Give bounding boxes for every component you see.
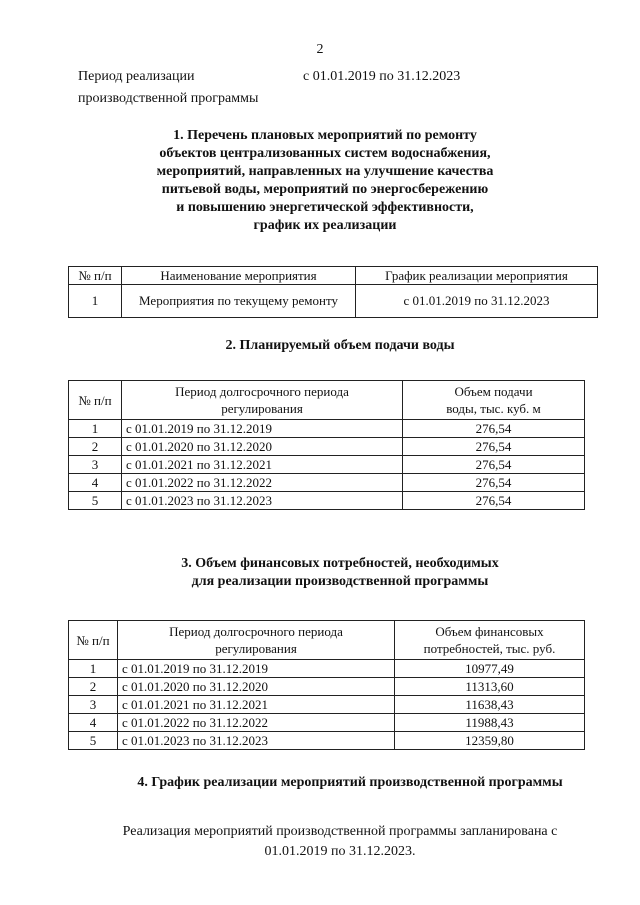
section1-title-line: и повышению энергетической эффективности, [176, 200, 474, 215]
cell-volume: 276,54 [403, 474, 585, 492]
cell-period: с 01.01.2021 по 31.12.2021 [122, 456, 403, 474]
table-row [69, 492, 585, 510]
page-number: 2 [316, 42, 324, 57]
cell-number: 2 [69, 438, 122, 456]
section2-title: 2. Планируемый объем подачи воды [225, 338, 455, 353]
table-header-row [69, 381, 585, 420]
implementation-period-value: с 01.01.2019 по 31.12.2023 [303, 69, 461, 84]
section1-title-line: мероприятий, направленных на улучшение качества [156, 164, 494, 179]
column-header-period: Период долгосрочного периода регулирования [118, 621, 395, 660]
table-row [69, 285, 598, 318]
cell-number: 5 [69, 732, 118, 750]
table-header-row [69, 621, 585, 660]
column-header-number: № п/п [69, 621, 118, 660]
cell-period: с 01.01.2019 по 31.12.2019 [118, 660, 395, 678]
column-header-number: № п/п [69, 267, 122, 285]
table-row [69, 456, 585, 474]
implementation-period-label-line2: производственной программы [78, 91, 259, 106]
column-header-activity-name: Наименование мероприятия [122, 267, 356, 285]
section3-title [60, 555, 620, 591]
cell-period: с 01.01.2019 по 31.12.2019 [122, 420, 403, 438]
cell-activity-name: Мероприятия по текущему ремонту [122, 285, 356, 318]
column-header-financial-needs: Объем финансовых потребностей, тыс. руб. [395, 621, 585, 660]
column-header-number: № п/п [69, 381, 122, 420]
table-row [69, 438, 585, 456]
cell-number: 1 [69, 420, 122, 438]
section3-title-line: 3. Объем финансовых потребностей, необходимых [181, 556, 499, 571]
cell-period: с 01.01.2022 по 31.12.2022 [118, 714, 395, 732]
cell-amount: 11638,43 [395, 696, 585, 714]
cell-period: с 01.01.2021 по 31.12.2021 [118, 696, 395, 714]
section4-text-line1: Реализация мероприятий производственной программы запланирована с [122, 824, 558, 839]
column-header-volume: Объем подачи воды, тыс. куб. м [403, 381, 585, 420]
activities-table [68, 266, 598, 318]
table-row [69, 714, 585, 732]
section4-text [80, 822, 600, 862]
cell-amount: 11988,43 [395, 714, 585, 732]
cell-amount: 10977,49 [395, 660, 585, 678]
cell-period: с 01.01.2020 по 31.12.2020 [122, 438, 403, 456]
section1-title-line: объектов централизованных систем водоснабжения, [159, 146, 491, 161]
section1-title-line: питьевой воды, мероприятий по энергосбережению [161, 182, 489, 197]
cell-volume: 276,54 [403, 456, 585, 474]
cell-volume: 276,54 [403, 492, 585, 510]
cell-amount: 12359,80 [395, 732, 585, 750]
implementation-period-label-line1: Период реализации [78, 69, 195, 84]
cell-period: с 01.01.2022 по 31.12.2022 [122, 474, 403, 492]
section1-title-line: 1. Перечень плановых мероприятий по ремонту [173, 128, 477, 143]
table-row [69, 420, 585, 438]
section1-title-line: график их реализации [253, 218, 397, 233]
column-header-schedule: График реализации мероприятия [356, 267, 598, 285]
cell-amount: 11313,60 [395, 678, 585, 696]
table-header-row [69, 267, 598, 285]
table-row [69, 474, 585, 492]
table-row [69, 660, 585, 678]
cell-number: 3 [69, 456, 122, 474]
section4-title: 4. График реализации мероприятий производственной программы [137, 775, 563, 790]
table-row [69, 678, 585, 696]
cell-period: с 01.01.2023 по 31.12.2023 [122, 492, 403, 510]
column-header-period: Период долгосрочного периода регулирования [122, 381, 403, 420]
cell-schedule: с 01.01.2019 по 31.12.2023 [356, 285, 598, 318]
table-row [69, 696, 585, 714]
cell-number: 4 [69, 714, 118, 732]
water-supply-table [68, 380, 585, 510]
cell-number: 1 [69, 660, 118, 678]
financial-needs-table [68, 620, 585, 750]
implementation-period-label [78, 66, 298, 110]
cell-number: 3 [69, 696, 118, 714]
cell-volume: 276,54 [403, 438, 585, 456]
section4-text-line2: 01.01.2019 по 31.12.2023. [264, 844, 416, 859]
table-row [69, 732, 585, 750]
cell-number: 4 [69, 474, 122, 492]
cell-number: 2 [69, 678, 118, 696]
cell-number: 5 [69, 492, 122, 510]
cell-number: 1 [69, 285, 122, 318]
section3-title-line: для реализации производственной программы [191, 574, 489, 589]
cell-period: с 01.01.2020 по 31.12.2020 [118, 678, 395, 696]
cell-volume: 276,54 [403, 420, 585, 438]
cell-period: с 01.01.2023 по 31.12.2023 [118, 732, 395, 750]
section1-title [60, 127, 590, 235]
